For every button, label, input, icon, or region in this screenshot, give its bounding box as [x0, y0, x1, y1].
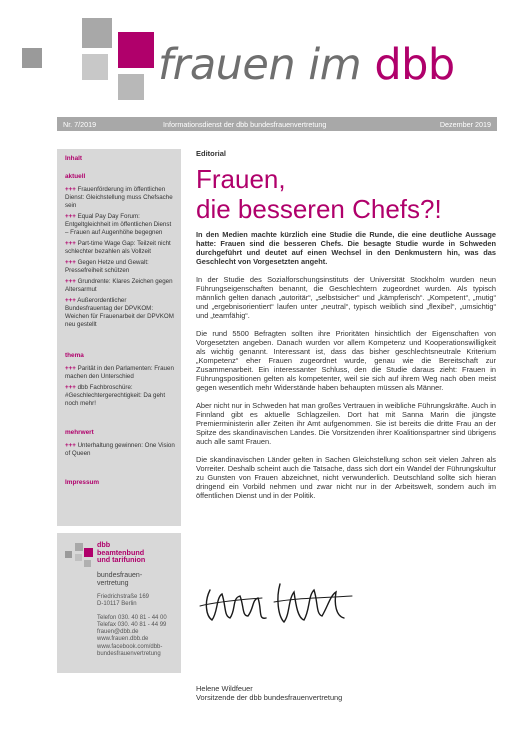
contents-item[interactable]: +++ Equal Pay Day Forum: Entgeltgleichheit im öffentlichen Dienst – Frauen auf Augenhöhe begegnen [65, 213, 172, 236]
org-phone: Telefon 030. 40 81 - 44 00 [97, 614, 167, 621]
masthead-part2: dbb [374, 40, 455, 90]
handwritten-signature [196, 576, 356, 628]
contents-item[interactable]: +++ Unterhaltung gewinnen: One Vision of Queen [65, 442, 175, 457]
article-kicker: Editorial [196, 149, 227, 158]
contents-item[interactable]: +++ dbb Fachbroschüre: #Geschlechtergerechtigkeit: Da geht noch mehr! [65, 384, 166, 407]
contents-item[interactable]: +++ Außerordentlicher Bundesfrauentag der DPVKOM: Weichen für Frauenarbeit der DPVKOM neu gestellt [65, 297, 174, 328]
impressum-link[interactable]: Impressum [65, 479, 100, 486]
signer-block [196, 684, 342, 702]
headline-line2: die besseren Chefs?! [196, 194, 442, 224]
contents-heading: Inhalt [65, 155, 83, 162]
section-title-mehrwert: mehrwert [65, 429, 94, 436]
org-line2: beamtenbund [97, 547, 145, 557]
contents-item[interactable]: +++ Gegen Hetze und Gewalt: Pressefreiheit schützen [65, 259, 149, 274]
contents-item[interactable]: +++ Part-time Wage Gap: Teilzeit nicht schlechter bezahlen als Vollzeit [65, 240, 171, 255]
org-line3: und tarifunion [97, 555, 146, 565]
org-logo [65, 541, 175, 569]
section-title-thema: thema [65, 352, 84, 359]
org-street: Friedrichstraße 169 [97, 594, 150, 600]
org-web3[interactable]: bundesfrauenvertretung [97, 651, 161, 658]
org-email[interactable]: frauen@dbb.de [97, 629, 139, 636]
masthead-logo-squares [22, 10, 154, 100]
article-paragraph: Die skandinavischen Länder gelten in Sachen Gleichstellung schon seit vielen Jahren als Vorreiter. Deshalb scheint auch die Tatsache, dass sich dort ein Wandel der Führungskultur zu Gunsten von Frauen abzeichnet, nicht verwunderlich. Deutschland sollte sich hieran dringend ein Vorbild nehmen und zwar nicht nur in der Arbeitswelt, sondern auch im öffentlichen Dienst und in der Politik. [196, 455, 496, 500]
contents-item[interactable]: +++ Grundrente: Klares Zeichen gegen Altersarmut [65, 278, 173, 293]
contents-item[interactable]: +++ Frauenförderung im öffentlichen Dienst: Gleichstellung muss Chefsache sein [65, 186, 173, 209]
org-web1[interactable]: www.frauen.dbb.de [97, 636, 149, 643]
contents-item[interactable]: +++ Parität in den Parlamenten: Frauen machen den Unterschied [65, 365, 174, 380]
org-sub1: bundesfrauen- [97, 572, 143, 579]
article-paragraph: In der Studie des Sozialforschungsinstituts der Universität Stockholm wurden neun Führungseigenschaften benannt, die Geschlechtern zugeordnet wurden. Als typisch männlich gelten danach „autoritär“, „selbstsicher“ und „kämpferisch“. „Kompetent“, „mutig“ und „ergebnisorientiert“ laufen unter „neutral“, typisch weiblich sind „flexibel“, „umsichtig“ und „teamfähig“. [196, 275, 496, 320]
signer-name: Helene Wildfeuer [196, 684, 253, 693]
org-line1: dbb [97, 540, 111, 549]
org-logo-squares [65, 541, 93, 569]
org-city: D-10117 Berlin [97, 601, 137, 608]
issue-date: Dezember 2019 [439, 119, 491, 129]
org-sidebar [57, 533, 181, 673]
org-sub2: vertretung [97, 580, 129, 587]
article-body [196, 230, 496, 509]
masthead-part1: frauen im [158, 40, 375, 90]
org-fax: Telefax 030. 40 81 - 44 99 [97, 621, 167, 628]
info-description: Informationsdienst der dbb bundesfrauenvertretung [163, 119, 327, 129]
org-web2[interactable]: www.facebook.com/dbb- [97, 643, 163, 650]
section-title-aktuell: aktuell [65, 173, 86, 180]
article-headline [196, 164, 442, 224]
info-bar [57, 117, 497, 131]
signer-title: Vorsitzende der dbb bundesfrauenvertretung [196, 693, 343, 702]
article-paragraph: Die rund 5500 Befragten sollten ihre Prioritäten hinsichtlich der Eigenschaften von Vorgesetzten angeben. Danach wurden vor allem Kompetenz und Kooperationswilligkeit als wichtig genannt. Interessant ist, dass das bisher geschlechtsneutrale Kriterium „Kompetenz“ eher Frauen zugeordnet wurde, genau wie die Bereitschaft zur Zusammenarbeit. Ein interessanter Schluss, den die Studie daraus zieht: Frauen in Führungspositionen gelten als kompetenter, weil sie sich auf ihrem Weg nach oben meist gegen wesentlich mehr Widerstände haben behaupten müssen als Männer. [196, 329, 496, 392]
article-lead: In den Medien machte kürzlich eine Studie die Runde, die eine deutliche Aussage hatte: Frauen sind die besseren Chefs. Die besagte Studie wurde in Schweden durchgeführt und deutet auf einen Wechsel in den Denkmustern hin, was das Geschlecht von Vorgesetzten angeht. [196, 230, 496, 266]
contents-sidebar [57, 149, 181, 526]
masthead-title [158, 40, 455, 90]
article-paragraph: Aber nicht nur in Schweden hat man großes Vertrauen in weibliche Führungskräfte. Auch in Finnland gibt es aktuelle Schlagzeilen. Dort hat mit Sanna Marin die jüngste Premierministerin aller Zeiten ihr Amt aufgenommen. Sie ist bereits die dritte Frau an der Spitze des skandinavischen Landes. Die Vorsitzenden ihrer Koalitionspartner sind übrigens auch alle samt Frauen. [196, 401, 496, 446]
issue-number: Nr. 7/2019 [63, 119, 97, 129]
headline-line1: Frauen, [196, 164, 286, 194]
